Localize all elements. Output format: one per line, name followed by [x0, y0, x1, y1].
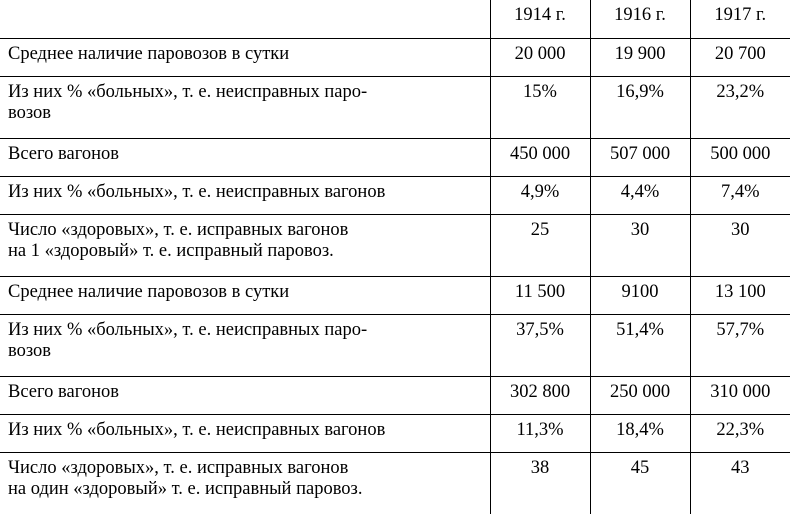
table-body: [0, 38, 790, 514]
row-value-1917: 57,7%: [690, 314, 790, 376]
row-value-1914: 37,5%: [490, 314, 590, 376]
table-row: [0, 138, 790, 176]
row-value-1916: 19 900: [590, 38, 690, 76]
row-value-1916: 9100: [590, 276, 690, 314]
table-row: [0, 214, 790, 276]
row-value-1916: 4,4%: [590, 176, 690, 214]
row-value-1917: 23,2%: [690, 76, 790, 138]
row-value-1914: 15%: [490, 76, 590, 138]
table-row: [0, 414, 790, 452]
row-value-1917: 500 000: [690, 138, 790, 176]
row-label: Среднее наличие паровозов в сутки: [0, 38, 490, 76]
row-value-1917: 7,4%: [690, 176, 790, 214]
column-header-1916: 1916 г.: [590, 0, 690, 38]
row-label: Всего вагонов: [0, 138, 490, 176]
column-header-1917: 1917 г.: [690, 0, 790, 38]
table-row: [0, 76, 790, 138]
row-label: Число «здоровых», т. е. исправных вагонов на 1 «здоровый» т. е. исправный паровоз.: [0, 214, 490, 276]
column-header-1914: 1914 г.: [490, 0, 590, 38]
row-value-1917: 30: [690, 214, 790, 276]
table-row: [0, 452, 790, 514]
row-value-1914: 4,9%: [490, 176, 590, 214]
row-value-1914: 20 000: [490, 38, 590, 76]
row-value-1916: 250 000: [590, 376, 690, 414]
table-header-row: [0, 0, 790, 38]
row-label: Из них % «больных», т. е. неисправных паро- возов: [0, 76, 490, 138]
row-value-1917: 43: [690, 452, 790, 514]
row-value-1914: 450 000: [490, 138, 590, 176]
row-value-1914: 11 500: [490, 276, 590, 314]
row-value-1914: 25: [490, 214, 590, 276]
table-row: [0, 276, 790, 314]
row-value-1916: 51,4%: [590, 314, 690, 376]
row-value-1917: 13 100: [690, 276, 790, 314]
table-row: [0, 176, 790, 214]
row-value-1914: 38: [490, 452, 590, 514]
table-row: [0, 376, 790, 414]
row-label: Из них % «больных», т. е. неисправных вагонов: [0, 414, 490, 452]
table-row: [0, 38, 790, 76]
row-label: Среднее наличие паровозов в сутки: [0, 276, 490, 314]
row-value-1914: 11,3%: [490, 414, 590, 452]
row-value-1916: 18,4%: [590, 414, 690, 452]
column-header-label: [0, 0, 490, 38]
row-label: Из них % «больных», т. е. неисправных вагонов: [0, 176, 490, 214]
row-value-1916: 30: [590, 214, 690, 276]
row-label: Число «здоровых», т. е. исправных вагонов на один «здоровый» т. е. исправный паровоз.: [0, 452, 490, 514]
row-value-1914: 302 800: [490, 376, 590, 414]
row-label: Всего вагонов: [0, 376, 490, 414]
row-value-1917: 22,3%: [690, 414, 790, 452]
row-value-1917: 20 700: [690, 38, 790, 76]
row-value-1916: 16,9%: [590, 76, 690, 138]
row-value-1917: 310 000: [690, 376, 790, 414]
row-value-1916: 45: [590, 452, 690, 514]
row-value-1916: 507 000: [590, 138, 690, 176]
row-label: Из них % «больных», т. е. неисправных паро- возов: [0, 314, 490, 376]
table-row: [0, 314, 790, 376]
